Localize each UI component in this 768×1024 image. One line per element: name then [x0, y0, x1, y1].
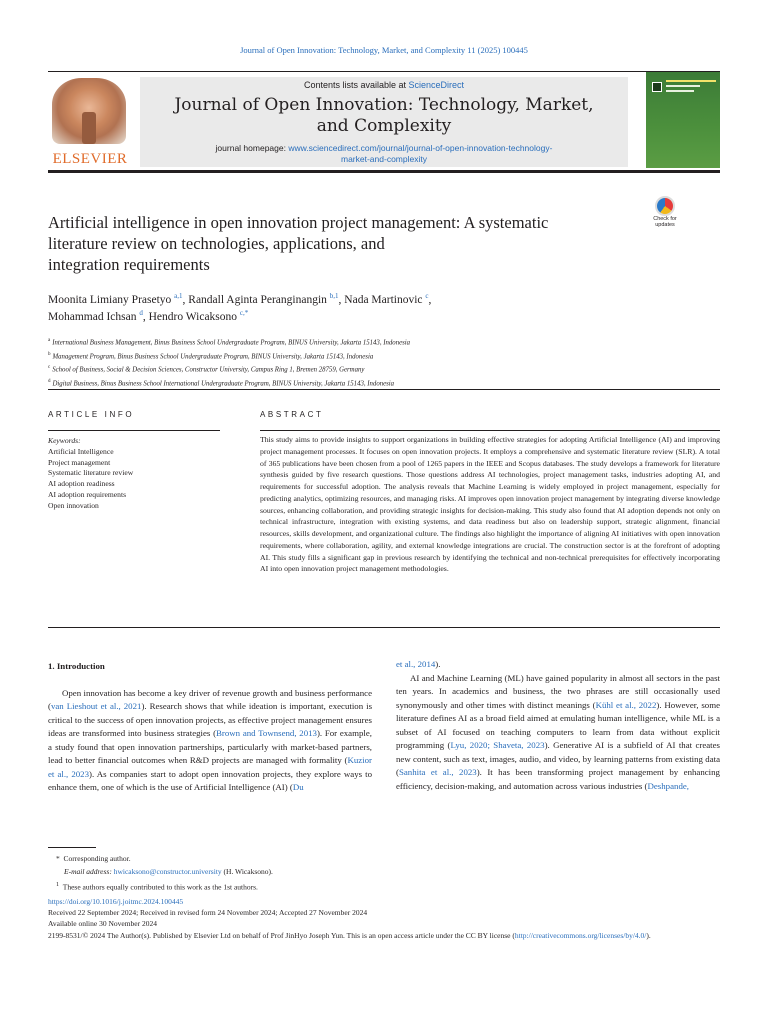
cover-badge-icon: [652, 82, 662, 92]
author-name[interactable]: Mohammad Ichsan: [48, 311, 137, 323]
author-affiliation-marker[interactable]: c,*: [239, 309, 249, 318]
author-name[interactable]: Nada Martinovic: [344, 294, 423, 306]
article-title: Artificial intelligence in open innovation project management: A systematic literature review on technologies, applications, and integration requirements: [48, 213, 549, 274]
masthead-band: [140, 77, 628, 167]
license-link[interactable]: http://creativecommons.org/licenses/by/4.0/: [514, 930, 647, 940]
journal-masthead: [48, 71, 720, 173]
divider: [48, 389, 720, 390]
divider: [48, 430, 220, 431]
citation-link[interactable]: Kühl et al., 2022: [595, 699, 657, 710]
affiliation: $^a$ International Business Management, Binus Business School Undergraduate Program, BINUS University, Jakarta 15143, Indonesia: [48, 338, 411, 347]
body-column-right: [396, 658, 720, 793]
cover-title-graphic: [666, 80, 716, 96]
email-link[interactable]: hwicaksono@constructor.university: [113, 867, 222, 876]
crossmark-icon: [655, 196, 675, 216]
journal-title: Journal of Open Innovation: Technology, Market, and Complexity: [174, 95, 594, 136]
keyword[interactable]: AI adoption requirements: [48, 489, 127, 499]
body-column-left: [48, 660, 372, 795]
license-statement: 2199-8531/© 2024 The Author(s). Published by Elsevier Ltd on behalf of Prof JinHyo Joseph Yun. This is an open access article under the CC BY license (http://creativecommons.org/licenses/by/4.0/).: [48, 930, 651, 940]
author-list: Moonita Limiany Prasetyo $^{a,1}$, Randall Aginta Peranginangin $^{b,1}$, Nada Martinovic $^c$, Mohammad Ichsan $^d$, Hendro Wicaksono $^{c,*}$: [48, 292, 432, 323]
body-paragraph-continued: et al., 2014).: [396, 659, 441, 669]
footnote-equal-contribution: $^1$ These authors equally contributed to this work as the 1st authors.: [56, 881, 258, 892]
footnote-email: E-mail address: hwicaksono@constructor.university (H. Wicaksono).: [64, 867, 273, 876]
crossmark-label: Check for updates: [653, 216, 677, 228]
divider: [260, 430, 720, 431]
footnote-corresponding: * Corresponding author.: [56, 854, 131, 863]
author-affiliation-marker[interactable]: d: [139, 309, 143, 318]
check-for-updates-badge[interactable]: [648, 196, 682, 230]
citation-link[interactable]: Sanhita et al., 2023: [398, 767, 477, 778]
author-name[interactable]: Randall Aginta Peranginangin: [188, 294, 327, 306]
citation-link[interactable]: van Lieshout et al., 2021: [50, 701, 142, 712]
publisher-wordmark: ELSEVIER: [52, 151, 128, 167]
citation-link[interactable]: Kuzior et al., 2023: [48, 755, 372, 779]
author-affiliation-marker[interactable]: a,1: [174, 292, 183, 301]
citation-link[interactable]: et al., 2014: [396, 659, 436, 669]
keyword[interactable]: Open innovation: [48, 500, 99, 510]
citation-link[interactable]: Brown and Townsend, 2013: [216, 728, 317, 739]
running-header[interactable]: Journal of Open Innovation: Technology, Market, and Complexity 11 (2025) 100445: [240, 45, 528, 55]
affiliation: $^d$ Digital Business, Binus Business School International Undergraduate Program, BINUS University, Jakarta 15143, Indonesia: [48, 379, 395, 388]
keyword[interactable]: AI adoption readiness: [48, 479, 115, 489]
footnotes: [48, 852, 448, 894]
affiliation-list: [48, 335, 668, 390]
affiliation: $^c$ School of Business, Social & Decision Sciences, Constructor University, Campus Ring 1, Bremen 28759, Germany: [48, 365, 365, 374]
contents-availability: Contents lists available at ScienceDirect: [303, 80, 465, 90]
affiliation: $^b$ Management Program, Binus Business School Undergraduate Program, BINUS University, Jakarta 15143, Indonesia: [48, 351, 374, 360]
article-info-heading: ARTICLE INFO: [48, 410, 135, 419]
journal-homepage: journal homepage: www.sciencedirect.com/journal/journal-of-open-innovation-technology- market-and-complexity: [215, 143, 553, 164]
author-name[interactable]: Hendro Wicaksono: [148, 311, 238, 323]
elsevier-logo[interactable]: [48, 78, 132, 168]
footnote-divider: [48, 847, 96, 848]
author-name[interactable]: Moonita Limiany Prasetyo: [48, 294, 172, 306]
citation-link[interactable]: Du: [292, 782, 304, 793]
abstract-heading: ABSTRACT: [260, 410, 324, 419]
keywords-block: [48, 436, 238, 512]
journal-cover-thumbnail[interactable]: [646, 72, 720, 168]
keywords-label: Keywords:: [48, 436, 81, 445]
abstract-text: This study aims to provide insights to support organizations in building effective strategies for adopting Artificial Intelligence (AI) and improving project management processes. It focuses on open innovation projects. It employs a comprehensive and systematic literature review (SLR). A total of 365 publications have been chosen from a pool of 1265 papers in the IEEE and Scopus databases. The study develops a framework for literature synthesis guided by five research questions. Those questions address AI technologies, project management tasks, industries adopting AI, and requirements for successful adoption. The analysis reveals that Machine Learning is widely employed in project management, especially for predicting analytics, optimizing resources, and managing risks. AI improves open innovation project management by integrating diverse knowledge sources, enhancing collaboration, and providing strategic insights for decision-making. This study also found that AI adoption depends not only on technical infrastructure, integration with existing systems, and data readiness but also on leadership support, strategic alignment, financial resources, skills development, and organizational culture. The findings also highlight the importance of aligning AI initiatives with open innovation requirements, where collaboration, agility, and external knowledge integrations are crucial. The construction sector is at the forefront of adopting AI. This study fills a significant gap in previous research by identifying the technical and non-technical prerequisites for effectively incorporating AI into open innovation project management methodologies.: [260, 435, 720, 574]
section-heading: 1. Introduction: [48, 661, 105, 671]
journal-homepage-link[interactable]: www.sciencedirect.com/journal/journal-of-open-innovation-technology- market-and-complexity: [288, 143, 553, 164]
keyword[interactable]: Systematic literature review: [48, 468, 134, 478]
divider: [48, 627, 720, 628]
author-affiliation-marker[interactable]: c: [425, 292, 429, 301]
doi-link[interactable]: https://doi.org/10.1016/j.joitmc.2024.100445: [48, 897, 184, 906]
keyword[interactable]: Project management: [48, 457, 111, 467]
citation-link[interactable]: Deshpande,: [647, 780, 690, 791]
sciencedirect-link[interactable]: ScienceDirect: [408, 80, 465, 90]
body-paragraph: AI and Machine Learning (ML) have gained popularity in almost all sectors in the past ten years. In academics and business, the two phrases are still occasionally used synonymously and other times with distinct meanings (Kühl et al., 2022). However, some literature defines AI as a broad field aimed at emulating human intelligence, while ML is a subset of AI focused on teaching computers to learn from data without explicit programming (Lyu, 2020; Shaveta, 2023). Generative AI is a subfield of AI that creates new content, such as text, images, audio, and video, by learning patterns from existing data (Sanhita et al., 2023). It has been transforming project management by enhancing efficiency, decision-making, and automation across various industries (Deshpande,: [396, 672, 721, 791]
author-affiliation-marker[interactable]: b,1: [329, 292, 339, 301]
online-date: Available online 30 November 2024: [48, 919, 157, 929]
elsevier-tree-icon: [52, 78, 126, 144]
article-metadata: [48, 896, 720, 941]
keyword[interactable]: Artificial Intelligence: [48, 446, 114, 456]
citation-link[interactable]: Lyu, 2020; Shaveta, 2023: [450, 740, 545, 751]
body-paragraph: Open innovation has become a key driver of revenue growth and business performance (van Lieshout et al., 2021). Research shows that while ideation is important, execution is critical to the success of open innovation projects, as effective project management ensures ideas are transformed into business strategies (Brown and Townsend, 2013). For example, a study found that open innovation partnerships, particularly with market-based partners, lead to better financial outcomes when R&D projects are managed with formality (Kuzior et al., 2023). As companies start to adopt open innovation projects, they explore ways to enhance them, one of which is the use of Artificial Intelligence (AI) (Du: [48, 687, 373, 793]
received-dates: Received 22 September 2024; Received in revised form 24 November 2024; Accepted 27 November 2024: [48, 908, 368, 918]
